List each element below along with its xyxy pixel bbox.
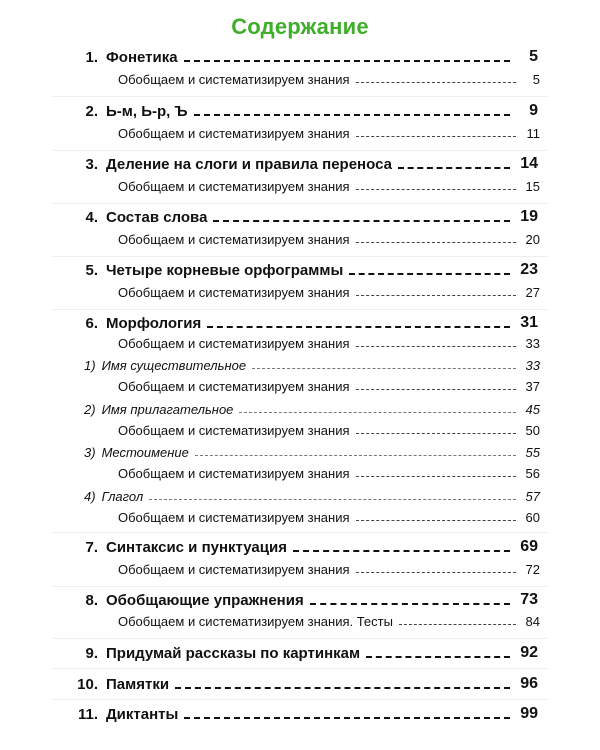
toc-section-6-2[interactable] xyxy=(84,402,540,417)
summary-title: Обобщаем и систематизируем знания xyxy=(118,466,350,481)
chapter-number: 6. xyxy=(85,315,98,332)
toc-chapter-3[interactable] xyxy=(60,155,538,173)
summary-title: Обобщаем и систематизируем знания xyxy=(118,336,350,351)
dot-leader xyxy=(207,317,510,332)
section-title: Имя прилагательное xyxy=(101,402,234,417)
divider xyxy=(52,638,548,639)
dot-leader xyxy=(239,404,516,417)
summary-title: Обобщаем и систематизируем знания xyxy=(118,423,350,438)
summary-title: Обобщаем и систематизируем знания xyxy=(118,72,350,87)
toc-chapter-7[interactable] xyxy=(60,538,538,556)
toc-summary-6-4[interactable] xyxy=(118,510,540,525)
summary-title: Обобщаем и систематизируем знания xyxy=(118,510,350,525)
dot-leader xyxy=(213,211,510,226)
chapter-page: 23 xyxy=(520,261,538,278)
chapter-title: Синтаксис и пунктуация xyxy=(106,539,287,556)
summary-title: Обобщаем и систематизируем знания xyxy=(118,562,350,577)
divider xyxy=(52,668,548,669)
section-number: 2) xyxy=(84,402,96,417)
summary-page: 33 xyxy=(525,336,540,351)
chapter-page: 31 xyxy=(520,314,538,331)
chapter-page: 73 xyxy=(520,591,538,608)
section-title: Глагол xyxy=(101,489,144,504)
summary-title: Обобщаем и систематизируем знания xyxy=(118,232,350,247)
divider xyxy=(52,699,548,700)
chapter-page: 5 xyxy=(529,48,538,65)
toc-section-6-1[interactable] xyxy=(84,358,540,373)
summary-title: Обобщаем и систематизируем знания xyxy=(118,179,350,194)
chapter-title: Фонетика xyxy=(106,49,178,66)
toc-summary-2[interactable] xyxy=(118,126,540,141)
dot-leader xyxy=(149,491,516,504)
dot-leader xyxy=(184,51,510,66)
chapter-number: 7. xyxy=(85,539,98,556)
section-title: Местоимение xyxy=(101,445,189,460)
chapter-page: 9 xyxy=(529,102,538,119)
summary-page: 27 xyxy=(525,285,540,300)
dot-leader xyxy=(356,381,517,394)
chapter-number: 3. xyxy=(85,156,98,173)
dot-leader xyxy=(399,616,516,629)
summary-page: 84 xyxy=(525,614,540,629)
dot-leader xyxy=(356,128,517,141)
toc-summary-4[interactable] xyxy=(118,232,540,247)
dot-leader xyxy=(366,647,510,662)
toc-summary-6-3[interactable] xyxy=(118,466,540,481)
dot-leader xyxy=(356,287,517,300)
section-page: 57 xyxy=(525,489,540,504)
toc-summary-5[interactable] xyxy=(118,285,540,300)
chapter-title: Морфология xyxy=(106,315,202,332)
toc-summary-1[interactable] xyxy=(118,72,540,87)
dot-leader xyxy=(194,105,510,120)
toc-chapter-5[interactable] xyxy=(60,261,538,279)
summary-title: Обобщаем и систематизируем знания xyxy=(118,379,350,394)
summary-page: 11 xyxy=(526,126,540,141)
chapter-number: 9. xyxy=(85,645,98,662)
toc-chapter-11[interactable] xyxy=(60,705,538,723)
chapter-title: Обобщающие упражнения xyxy=(106,592,304,609)
divider xyxy=(52,203,548,204)
toc-summary-6-1[interactable] xyxy=(118,379,540,394)
dot-leader xyxy=(356,425,517,438)
toc-summary-8[interactable] xyxy=(118,614,540,629)
dot-leader xyxy=(356,512,517,525)
chapter-number: 10. xyxy=(77,676,98,693)
divider xyxy=(52,532,548,533)
divider xyxy=(52,586,548,587)
toc-chapter-4[interactable] xyxy=(60,208,538,226)
chapter-title: Ь-м, Ь-р, Ъ xyxy=(106,103,188,120)
chapter-number: 5. xyxy=(85,262,98,279)
divider xyxy=(52,309,548,310)
dot-leader xyxy=(310,594,510,609)
summary-page: 50 xyxy=(525,423,540,438)
dot-leader xyxy=(175,678,510,693)
toc-chapter-2[interactable] xyxy=(60,102,538,120)
dot-leader xyxy=(356,468,517,481)
toc-chapter-8[interactable] xyxy=(60,591,538,609)
section-number: 1) xyxy=(84,358,96,373)
dot-leader xyxy=(195,447,516,460)
dot-leader xyxy=(398,158,510,173)
section-page: 33 xyxy=(525,358,540,373)
chapter-number: 2. xyxy=(85,103,98,120)
dot-leader xyxy=(293,541,510,556)
toc-section-6-3[interactable] xyxy=(84,445,540,460)
toc-summary-3[interactable] xyxy=(118,179,540,194)
toc-chapter-1[interactable] xyxy=(60,48,538,66)
summary-page: 72 xyxy=(525,562,540,577)
summary-page: 56 xyxy=(525,466,540,481)
summary-page: 5 xyxy=(532,72,540,87)
summary-page: 15 xyxy=(525,179,540,194)
chapter-title: Придумай рассказы по картинкам xyxy=(106,645,361,662)
toc-summary-6[interactable] xyxy=(118,336,540,351)
chapter-number: 1. xyxy=(85,49,98,66)
toc-chapter-6[interactable] xyxy=(60,314,538,332)
chapter-page: 96 xyxy=(520,675,538,692)
summary-title: Обобщаем и систематизируем знания xyxy=(118,285,350,300)
section-number: 3) xyxy=(84,445,96,460)
divider xyxy=(52,150,548,151)
divider xyxy=(52,256,548,257)
chapter-title: Четыре корневые орфограммы xyxy=(106,262,344,279)
summary-page: 37 xyxy=(525,379,540,394)
toc-section-6-4[interactable] xyxy=(84,489,540,504)
toc-chapter-9[interactable] xyxy=(60,644,538,662)
summary-page: 20 xyxy=(525,232,540,247)
summary-title: Обобщаем и систематизируем знания. Тесты xyxy=(118,614,393,629)
chapter-title: Состав слова xyxy=(106,209,208,226)
dot-leader xyxy=(184,708,510,723)
chapter-page: 99 xyxy=(520,705,538,722)
chapter-number: 4. xyxy=(85,209,98,226)
dot-leader xyxy=(356,564,517,577)
chapter-page: 92 xyxy=(520,644,538,661)
dot-leader xyxy=(356,338,517,351)
chapter-title: Деление на слоги и правила переноса xyxy=(106,156,392,173)
chapter-page: 14 xyxy=(520,155,538,172)
dot-leader xyxy=(356,181,517,194)
dot-leader xyxy=(252,360,516,373)
divider xyxy=(52,96,548,97)
chapter-number: 11. xyxy=(77,706,98,723)
section-page: 55 xyxy=(525,445,540,460)
dot-leader xyxy=(356,234,517,247)
dot-leader xyxy=(349,264,510,279)
section-title: Имя существительное xyxy=(101,358,247,373)
section-number: 4) xyxy=(84,489,96,504)
chapter-title: Диктанты xyxy=(106,706,179,723)
chapter-title: Памятки xyxy=(106,676,170,693)
summary-page: 60 xyxy=(525,510,540,525)
toc-summary-7[interactable] xyxy=(118,562,540,577)
toc-chapter-10[interactable] xyxy=(60,675,538,693)
section-page: 45 xyxy=(525,402,540,417)
chapter-number: 8. xyxy=(85,592,98,609)
dot-leader xyxy=(356,74,517,87)
toc-summary-6-2[interactable] xyxy=(118,423,540,438)
chapter-page: 69 xyxy=(520,538,538,555)
summary-title: Обобщаем и систематизируем знания xyxy=(118,126,350,141)
page-title: Содержание xyxy=(231,14,369,39)
chapter-page: 19 xyxy=(520,208,538,225)
